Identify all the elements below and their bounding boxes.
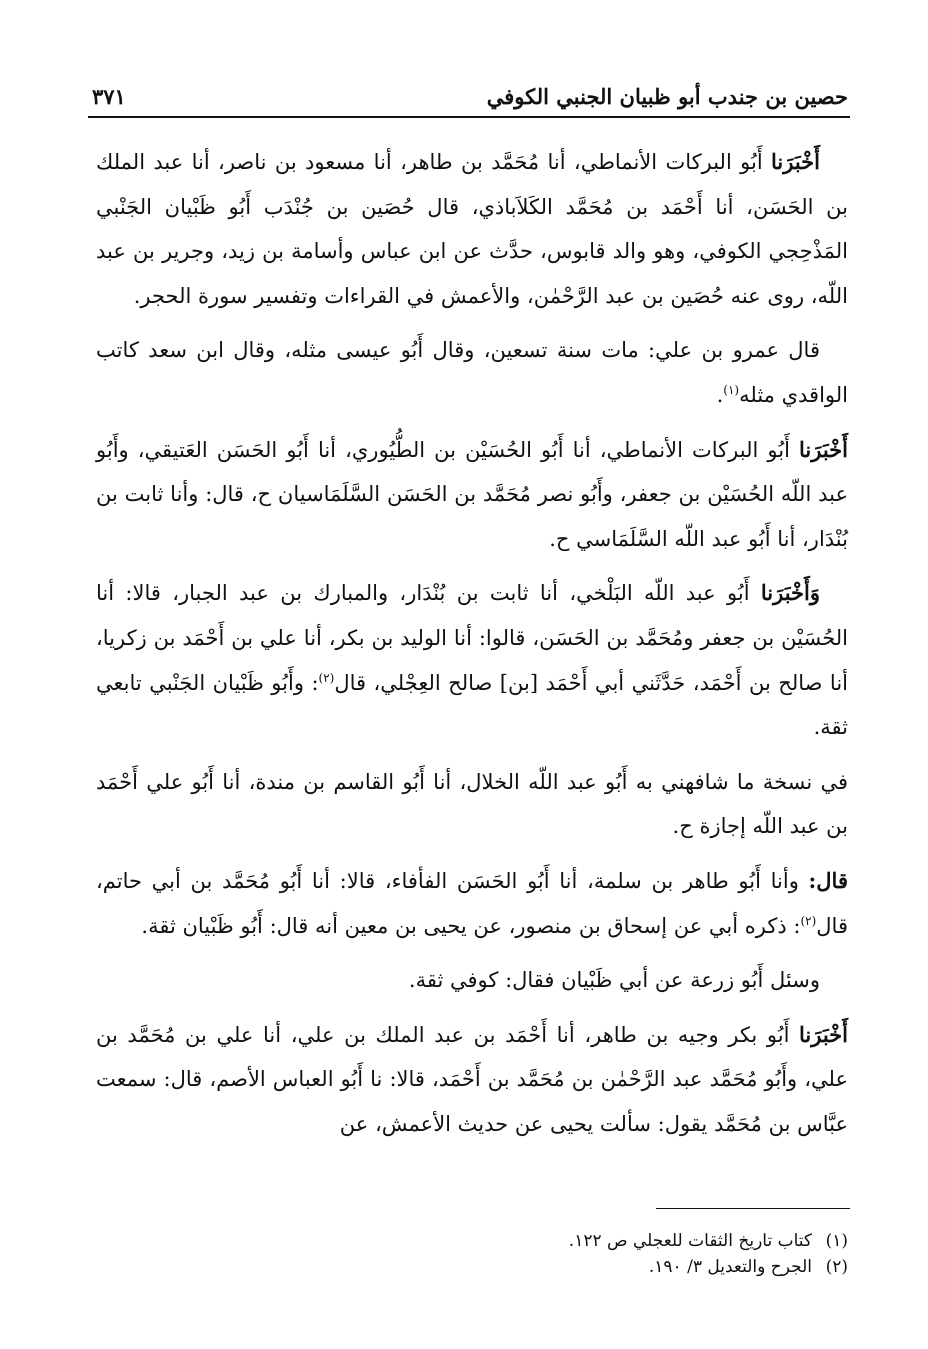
running-title: حصين بن جندب أبو ظبيان الجنبي الكوفي [486,84,848,109]
paragraph-tail: : ذكره أبي عن إسحاق بن منصور، عن يحيى بن معين أنه قال: أَبُو ظَبْيان ثقة. [141,913,801,938]
footnote-item [300,1254,848,1280]
paragraph-text: في نسخة ما شافهني به أَبُو عبد اللّه الخلال، أنا أَبُو القاسم بن مندة، أنا أَبُو علي أَحْمَد بن عبد اللّه إجازة ح. [96,769,848,839]
paragraph-text: أَبُو البركات الأنماطي، أنا أَبُو الحُسَيْن بن الطُّيُوري، أنا أَبُو الحَسَن العَتيقي، وأَبُو عبد اللّه الحُسَيْن بن جعفر، وأَبُو نصر مُحَمَّد بن الحَسَن السَّلَمَاسيان ح، قال: وأنا ثابت بن بُنْدَار، أنا أَبُو عبد اللّه السَّلَمَاسي ح. [96,437,848,551]
paragraph-lead: وَأَخْبَرَنا [760,580,820,606]
paragraph-7 [96,958,848,1003]
paragraph-4 [96,571,848,749]
paragraph-5 [96,760,848,849]
paragraph-text: أَبُو البركات الأنماطي، أنا مُحَمَّد بن طاهر، أنا مسعود بن ناصر، أنا عبد الملك بن الحَسَن، أنا أَحْمَد بن مُحَمَّد الكَلاَباذي، قال حُصَين بن جُنْدَب أَبُو ظَبْيان الجَنْبي المَذْحِجي الكوفي، وهو والد قابوس، حدَّث عن ابن عباس وأسامة بن زيد، وجرير بن عبد اللّه، روى عنه حُصَين بن عبد الرَّحْمٰن، والأعمش في القراءات وتفسير سورة الحجر. [96,150,848,308]
footnote-ref[interactable]: (٢) [318,670,335,685]
footnote-text: الجرح والتعديل ٣/ ١٩٠. [648,1257,812,1277]
main-text [96,140,848,1156]
paragraph-lead: أَخْبَرَنا [799,1021,848,1047]
page-number: ٣٧١ [92,84,126,109]
paragraph-text: أَبُو بكر وجيه بن طاهر، أنا أَحْمَد بن عبد الملك بن علي، أنا علي بن مُحَمَّد بن علي، وأَبُو مُحَمَّد عبد الرَّحْمٰن بن مُحَمَّد بن أَحْمَد، قالا: نا أَبُو العباس الأصم، قال: سمعت عبَّاس بن مُحَمَّد يقول: سألت يحيى عن حديث الأعمش، عن [96,1022,848,1136]
paragraph-text: قال عمرو بن علي: مات سنة تسعين، وقال أَبُو عيسى مثله، وقال ابن سعد كاتب الواقدي مثله [96,338,848,407]
paragraph-tail: . [716,382,724,407]
running-header [88,78,850,118]
paragraph-text: أَبُو عبد اللّه البَلْخي، أنا ثابت بن بُنْدَار، والمبارك بن عبد الجبار، قالا: أنا الحُسَيْن بن جعفر ومُحَمَّد بن الحَسَن، قالوا: أنا الوليد بن بكر، أنا علي بن أَحْمَد بن زكريا، أنا صالح بن أَحْمَد، حَدَّثَني أبي أَحْمَد [بن] صالح العِجْلي، قال [96,581,849,695]
footnotes [300,1228,848,1280]
paragraph-3 [96,428,848,562]
footnote-number: (١) [825,1231,848,1251]
paragraph-lead: قال: [808,867,848,893]
footnote-text: كتاب تاريخ الثقات للعجلي ص ١٢٢. [568,1231,812,1251]
paragraph-2 [96,328,848,417]
paragraph-6 [96,859,848,948]
paragraph-lead: أَخْبَرَنا [799,436,848,462]
paragraph-tail: : وأَبُو ظَبْيان الجَنْبي تابعي ثقة. [96,670,848,740]
paragraph-text: وأنا أَبُو طاهر بن سلمة، أنا أَبُو الحَسَن الفأفاء، قالا: أنا أَبُو مُحَمَّد بن أبي حاتم، قال [96,868,848,938]
footnote-separator [656,1208,850,1209]
footnote-ref[interactable]: (٢) [800,913,817,928]
paragraph-1 [96,140,848,318]
paragraph-8 [96,1013,848,1147]
footnote-item [300,1228,848,1254]
paragraph-text: وسئل أَبُو زرعة عن أبي ظَبْيان فقال: كوفي ثقة. [408,968,820,993]
paragraph-lead: أَخْبَرَنا [771,149,820,174]
footnote-number: (٢) [825,1257,848,1277]
footnote-ref[interactable]: (١) [723,382,740,397]
